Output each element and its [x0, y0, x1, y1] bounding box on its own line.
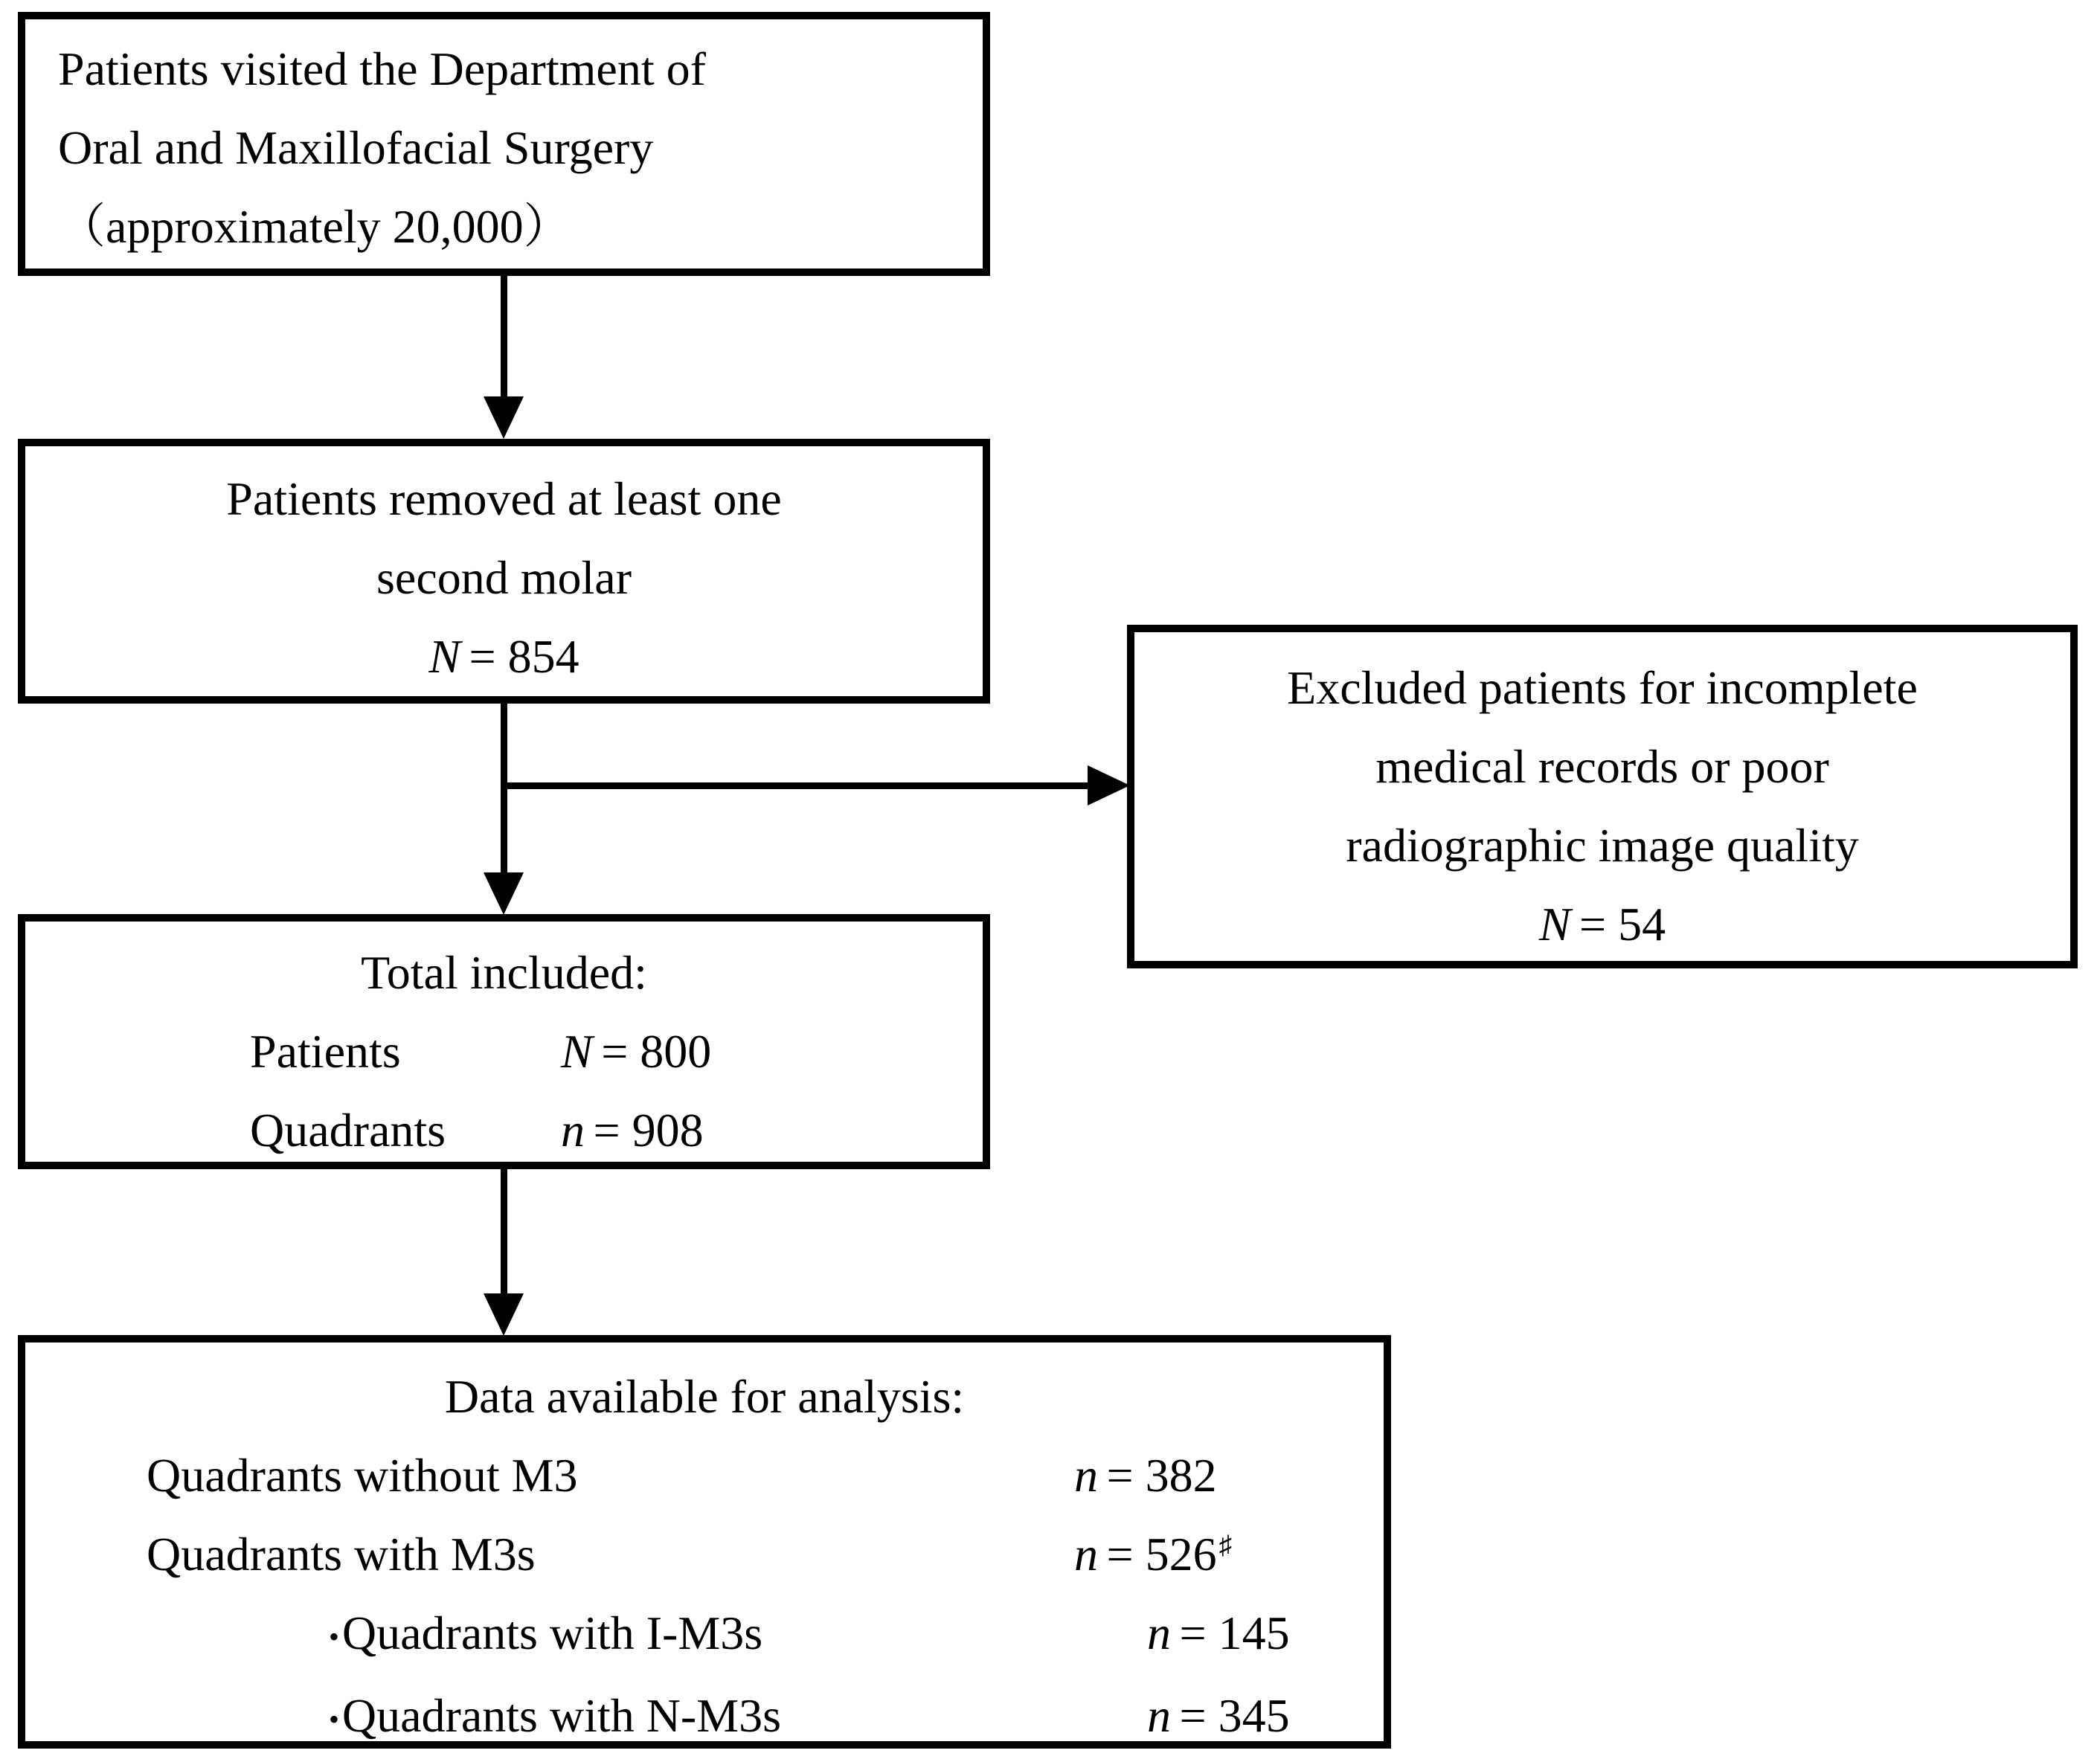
box-removed: [18, 439, 990, 704]
box-excluded-line-3: radiographic image quality: [1346, 819, 1859, 872]
box-excluded-stat-value: = 54: [1579, 898, 1666, 951]
bullet-icon: •: [329, 1620, 339, 1653]
box-excluded-stat-var: N: [1538, 898, 1571, 951]
box-total-row-quadrants-label: Quadrants: [250, 1104, 446, 1157]
box-analysis-row-without-m3-var: n: [1074, 1449, 1098, 1502]
box-analysis-title: Data available for analysis:: [444, 1370, 965, 1423]
box-excluded-line-1: Excluded patients for incomplete: [1287, 661, 1918, 714]
box-analysis-row-with-m3s-value: [1074, 1515, 1232, 1594]
arrow-total-to-analysis-stem: [501, 1169, 507, 1293]
bullet-icon: •: [329, 1702, 339, 1736]
box-analysis-row-with-m3s-sup: ♯: [1218, 1530, 1233, 1560]
box-total-row-quadrants-var: n: [561, 1104, 585, 1157]
box-excluded-line-2: medical records or poor: [1375, 740, 1829, 793]
box-total-row-patients-var: N: [561, 1025, 593, 1078]
box-analysis-row-without-m3-label: Quadrants without M3: [147, 1449, 578, 1502]
box-analysis-row-i-m3s-num: = 145: [1179, 1607, 1290, 1659]
box-analysis-row-with-m3s: [25, 1515, 1384, 1594]
box-total-row-patients-num: = 800: [601, 1025, 712, 1078]
box-removed-stat-var: N: [428, 630, 461, 683]
box-analysis-row-without-m3-value: [1074, 1436, 1217, 1515]
box-analysis-row-with-m3s-num: = 526: [1106, 1528, 1217, 1580]
box-removed-line-2: second molar: [376, 551, 632, 604]
box-analysis-row-without-m3-num: = 382: [1106, 1449, 1217, 1502]
box-analysis-row-with-m3s-var: n: [1074, 1528, 1098, 1580]
box-analysis-row-without-m3: [25, 1436, 1384, 1515]
box-department: [18, 12, 990, 276]
box-analysis-row-n-m3s-num: = 345: [1179, 1688, 1290, 1742]
box-analysis-row-with-m3s-label: Quadrants with M3s: [147, 1528, 536, 1580]
box-total-row-patients-label: Patients: [250, 1025, 401, 1078]
box-total-row-patients-value: [561, 1012, 711, 1091]
box-analysis-row-n-m3s-value: [1147, 1676, 1290, 1755]
box-excluded-stat: [1134, 885, 2070, 964]
box-total-row-quadrants-num: = 908: [593, 1104, 704, 1157]
box-analysis-row-n-m3s-var: n: [1147, 1688, 1171, 1742]
box-total-row-quadrants-value: [561, 1091, 704, 1170]
box-department-line-2: Oral and Maxillofacial Surgery: [58, 121, 654, 174]
box-analysis-row-i-m3s-value: [1147, 1594, 1290, 1673]
arrow-department-to-removed-stem: [501, 276, 507, 396]
arrow-department-to-removed-head-icon: [484, 396, 524, 439]
box-total-row-patients: [25, 1012, 983, 1091]
arrow-branch-to-excluded-stem: [504, 782, 1088, 789]
box-removed-stat-value: = 854: [469, 630, 579, 683]
box-analysis-row-i-m3s-label: Quadrants with I-M3s: [341, 1607, 763, 1659]
box-department-line-3: （approximately 20,000）: [58, 200, 571, 253]
box-total-row-quadrants: [25, 1091, 983, 1170]
box-total-title: Total included:: [361, 946, 647, 999]
box-excluded: [1127, 625, 2078, 968]
box-removed-stat: [25, 617, 983, 696]
box-analysis-row-n-m3s-label: Quadrants with N-M3s: [341, 1688, 782, 1742]
arrow-branch-to-excluded-head-icon: [1088, 765, 1130, 805]
box-analysis-row-i-m3s: [25, 1594, 1384, 1676]
box-analysis-row-n-m3s: [25, 1676, 1384, 1759]
box-total: [18, 914, 990, 1169]
box-analysis: [18, 1335, 1391, 1749]
arrow-removed-to-total-head-icon: [484, 872, 524, 915]
box-removed-line-1: Patients removed at least one: [226, 472, 782, 525]
box-department-line-1: Patients visited the Department of: [58, 42, 706, 95]
arrow-total-to-analysis-head-icon: [484, 1293, 524, 1336]
box-analysis-row-i-m3s-var: n: [1147, 1607, 1171, 1659]
